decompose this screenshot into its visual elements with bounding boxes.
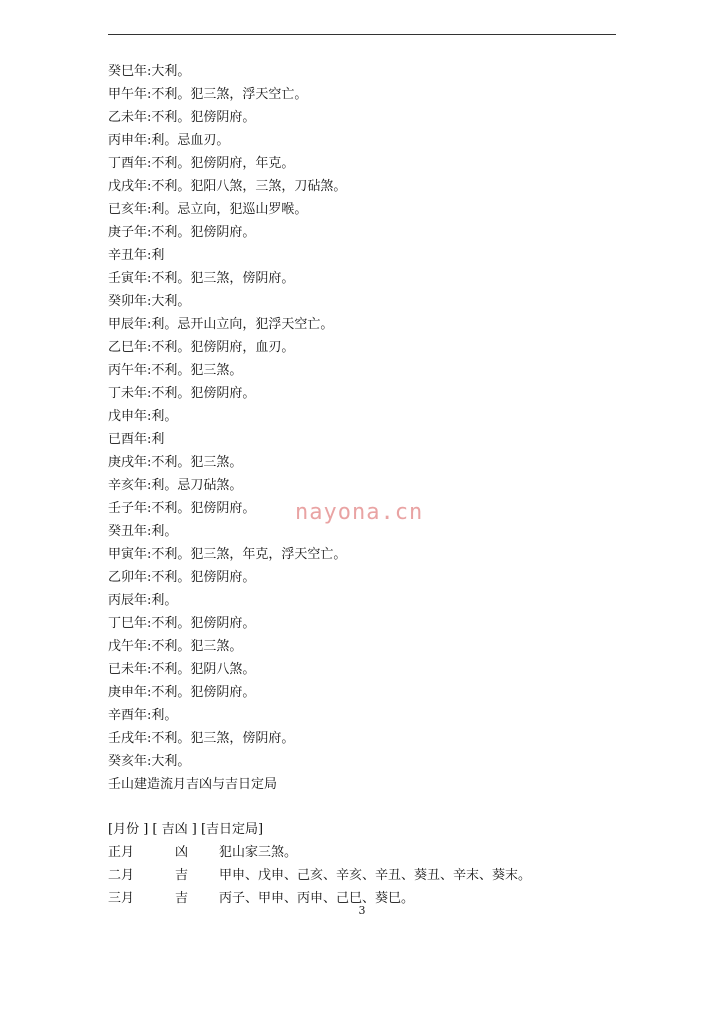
text-line: 乙巳年:不利。犯傍阴府，血刃。 [108,340,295,355]
text-line: 丙申年:利。忌血刃。 [108,133,230,148]
month-table [108,818,616,910]
table-row [108,864,616,887]
month-cell: 正月 [108,845,135,860]
text-line: 甲午年:不利。犯三煞，浮天空亡。 [108,87,308,102]
text-line: 丙午年:不利。犯三煞。 [108,363,243,378]
header-rule [108,34,616,35]
text-line: 已亥年:利。忌立向，犯巡山罗喉。 [108,202,308,217]
text-line: 壬寅年:不利。犯三煞，傍阴府。 [108,271,295,286]
text-line: 癸亥年:大利。 [108,754,191,769]
table-header: [月份 ] [ 吉凶 ] [吉日定局] [108,822,264,837]
text-line: 庚戌年:不利。犯三煞。 [108,455,243,470]
text-line: 癸丑年:利。 [108,524,178,539]
text-line: 戊午年:不利。犯三煞。 [108,639,243,654]
detail-cell: 甲申、戊申、己亥、辛亥、辛丑、葵丑、辛末、葵末。 [219,868,532,883]
detail-cell: 犯山家三煞。 [219,845,298,860]
watermark: nayona.cn [295,500,424,525]
text-line: 庚申年:不利。犯傍阴府。 [108,685,256,700]
fortune-cell: 凶 [175,845,189,860]
text-line: 戊戌年:不利。犯阳八煞，三煞，刀砧煞。 [108,179,347,194]
text-line: 丁酉年:不利。犯傍阴府，年克。 [108,156,295,171]
page-number: 3 [358,904,366,917]
text-line: 丙辰年:利。 [108,593,178,608]
text-line: 癸巳年:大利。 [108,64,191,79]
fortune-cell: 吉 [175,868,189,883]
text-line: 壬戌年:不利。犯三煞，傍阴府。 [108,731,295,746]
text-line: 癸卯年:大利。 [108,294,191,309]
text-line: 庚子年:不利。犯傍阴府。 [108,225,256,240]
text-line: 乙未年:不利。犯傍阴府。 [108,110,256,125]
text-line: 甲辰年:利。忌开山立向，犯浮天空亡。 [108,317,334,332]
text-line: 辛丑年:利 [108,248,165,263]
text-line: 辛亥年:利。忌刀砧煞。 [108,478,243,493]
text-line: 辛酉年:利。 [108,708,178,723]
year-list [108,60,616,796]
text-line: 丁巳年:不利。犯傍阴府。 [108,616,256,631]
detail-cell: 丙子、甲申、丙申、己巳、葵巳。 [219,891,415,906]
text-line: 丁未年:不利。犯傍阴府。 [108,386,256,401]
table-row [108,841,616,864]
text-line: 戊申年:利。 [108,409,178,424]
text-line: 乙卯年:不利。犯傍阴府。 [108,570,256,585]
text-line: 已酉年:利 [108,432,165,447]
section-heading: 壬山建造流月吉凶与吉日定局 [108,777,278,792]
fortune-cell: 吉 [175,891,189,906]
month-cell: 三月 [108,891,135,906]
text-line: 已未年:不利。犯阴八煞。 [108,662,256,677]
text-line: 壬子年:不利。犯傍阴府。 [108,501,256,516]
text-line: 甲寅年:不利。犯三煞，年克，浮天空亡。 [108,547,347,562]
month-cell: 二月 [108,868,135,883]
